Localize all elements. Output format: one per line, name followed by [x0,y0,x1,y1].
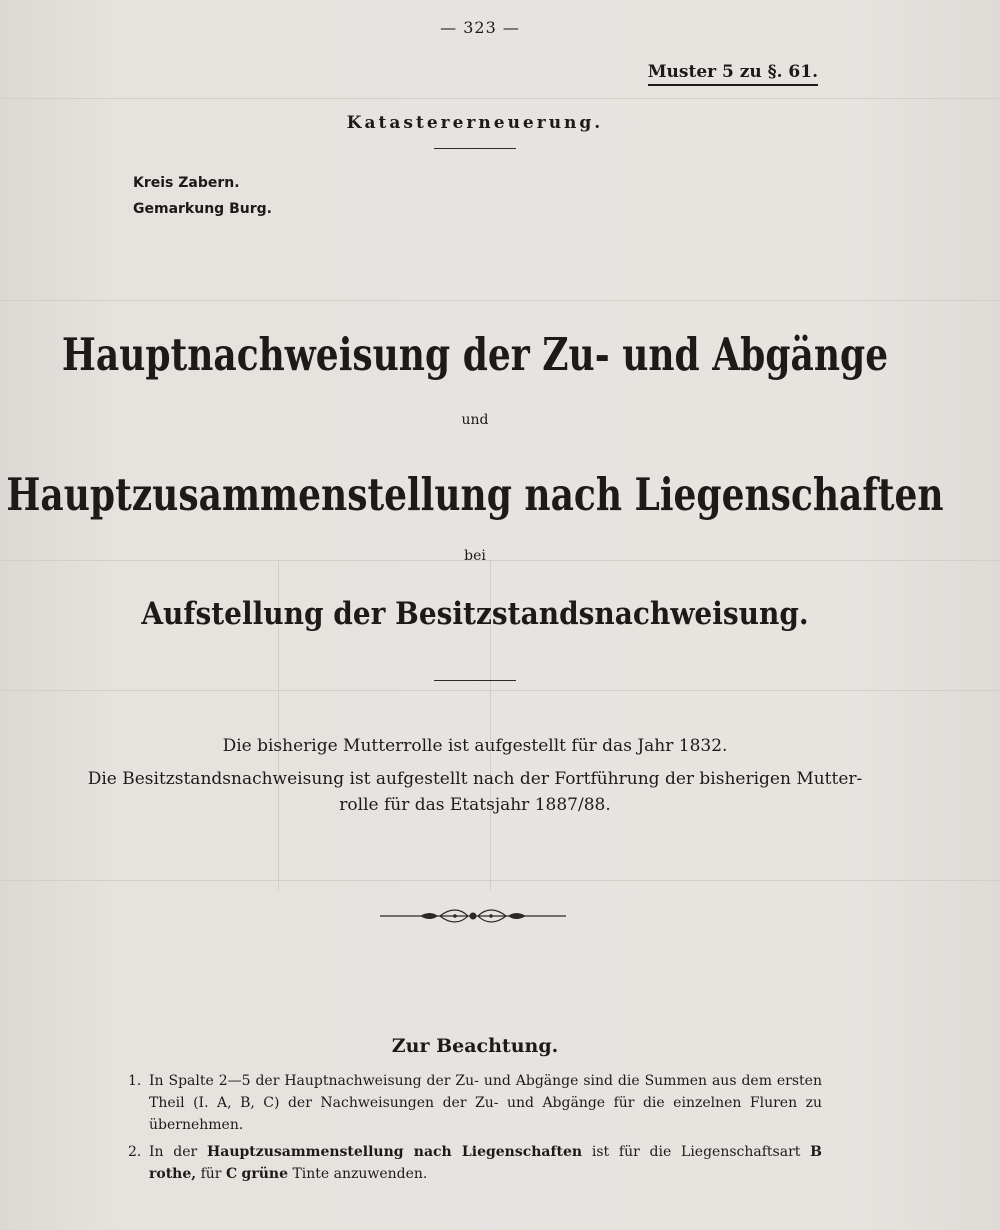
pattern-reference: Muster 5 zu §. 61. [647,62,818,82]
note-green: grüne [241,1166,288,1182]
note-text: In Spalte 2—5 der Hauptnachweisung der Zu- und Abgänge sind die Summen aus dem ersten Theil (I. A, B, C) der Nachweisungen der Zu- und Abgänge für die einzelnen Fluren zu übernehmen. [149,1073,822,1133]
note-emphasis: Hauptzusammenstellung nach Liegenschaften [207,1144,583,1160]
note-text [149,1141,822,1185]
title-line-2: Hauptzusammenstellung nach Liegenschaften [6,468,944,522]
note-code-c: C [225,1166,238,1182]
pattern-underline [648,84,818,86]
bleed-through-line [0,690,1000,691]
note-text-part: für [200,1166,222,1182]
divider-rule [434,148,516,149]
notes-heading: Zur Beachtung. [391,1035,559,1057]
note-text-part: ist für die Liegenschaftsart [591,1144,801,1160]
note-number: 1. [128,1073,142,1089]
note-code-b: B rothe, [149,1144,823,1182]
body-line-2: Die Besitzstandsnachweisung ist aufgestellt nach der Fortführung der bisherigen Mutter- [87,769,863,789]
district-label: Kreis Zabern. [133,175,240,191]
title-line-3: Aufstellung der Besitzstandsnachweisung. [141,595,809,632]
body-line-3: rolle für das Etatsjahr 1887/88. [339,795,611,815]
bleed-through-line [0,98,1000,99]
note-text-part: In der [149,1144,198,1160]
note-item-1 [128,1070,822,1136]
ornament-divider [380,906,566,926]
page-number: — 323 — [440,18,520,37]
title-line-1: Hauptnachweisung der Zu- und Abgänge [61,328,889,382]
divider-rule [434,680,516,681]
note-number: 2. [128,1144,142,1160]
bleed-through-line [0,300,1000,301]
parish-label: Gemarkung Burg. [133,201,272,217]
title-connector-und: und [461,412,489,428]
note-text-part: Tinte anzuwenden. [292,1166,428,1182]
note-item-2 [128,1141,822,1185]
title-connector-bei: bei [464,548,486,564]
bleed-through-line [0,880,1000,881]
section-heading: Katastererneuerung. [346,113,604,133]
body-line-1: Die bisherige Mutterrolle ist aufgestellt für das Jahr 1832. [222,736,728,756]
